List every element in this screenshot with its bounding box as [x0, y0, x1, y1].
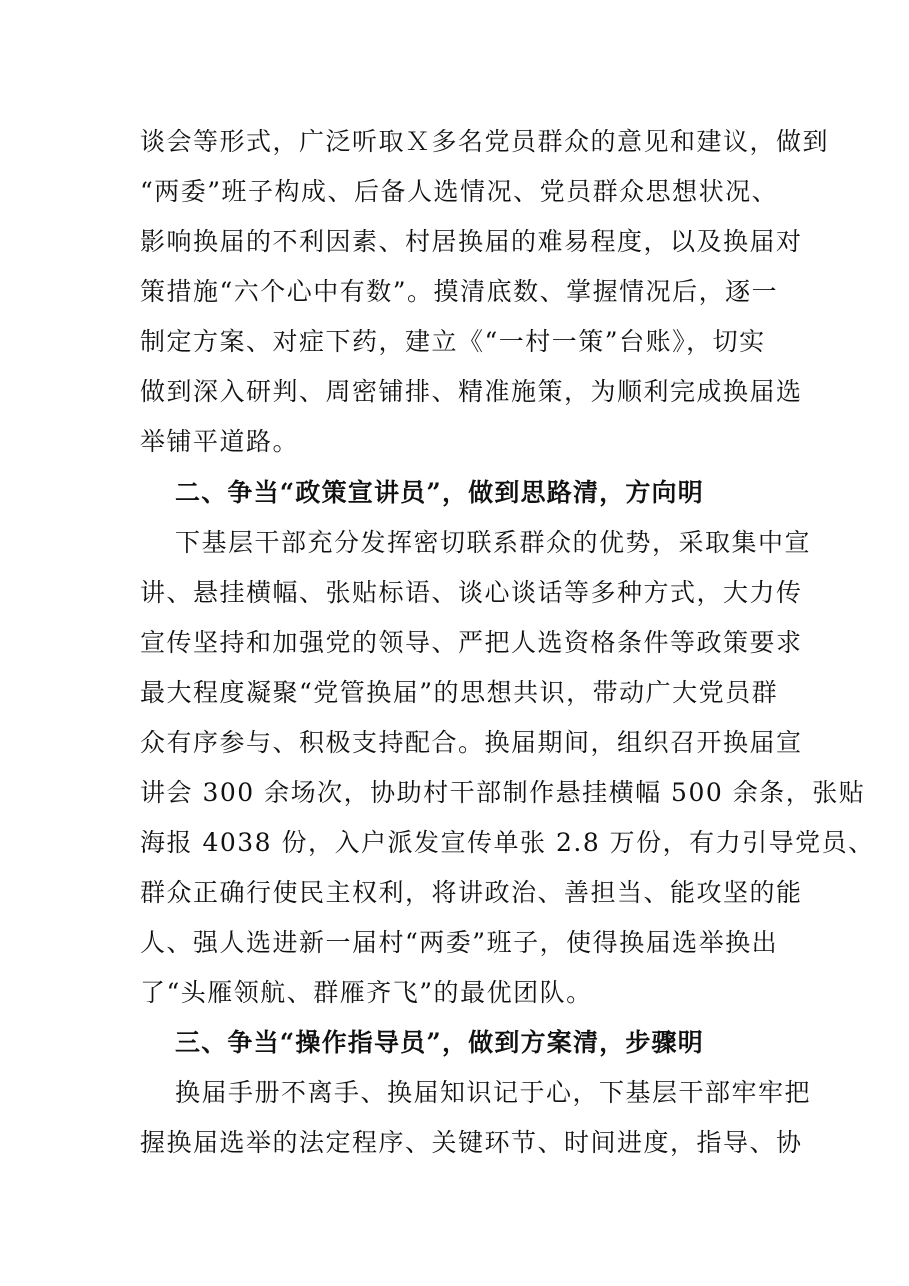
- body-text-line: 举铺平道路。: [140, 427, 300, 456]
- body-text-line: 了“头雁领航、群雁齐飞”的最优团队。: [140, 978, 593, 1007]
- body-text-line: 做到深入研判、周密铺排、精准施策，为顺利完成换届选: [140, 377, 803, 406]
- body-text-line: 策措施“六个心中有数”。摸清底数、掌握情况后，逐一: [140, 277, 779, 306]
- body-text-line: “两委”班子构成、后备人选情况、党员群众思想状况、: [140, 177, 779, 206]
- section-heading: 三、争当“操作指导员”，做到方案清，步骤明: [175, 1028, 704, 1057]
- body-text-line: 谈会等形式，广泛听取Ｘ多名党员群众的意见和建议，做到: [140, 127, 830, 156]
- body-text-line: 宣传坚持和加强党的领导、严把人选资格条件等政策要求: [140, 628, 803, 657]
- body-text-line: 影响换届的不利因素、村居换届的难易程度，以及换届对: [140, 227, 803, 256]
- body-text-line: 下基层干部充分发挥密切联系群众的优势，采取集中宣: [175, 528, 812, 557]
- body-text-line: 换届手册不离手、换届知识记于心，下基层干部牢牢把: [175, 1078, 812, 1107]
- body-text-line: 众有序参与、积极支持配合。换届期间，组织召开换届宣: [140, 728, 803, 757]
- body-text-line: 握换届选举的法定程序、关键环节、时间进度，指导、协: [140, 1128, 803, 1157]
- body-text-line: 人、强人选进新一届村“两委”班子，使得换届选举换出: [140, 928, 779, 957]
- body-text-line: 制定方案、对症下药，建立《“一村一策”台账》，切实: [140, 327, 766, 356]
- body-text-line: 讲会 300 余场次，协助村干部制作悬挂横幅 500 余条，张贴: [140, 778, 866, 807]
- body-text-line: 群众正确行使民主权利，将讲政治、善担当、能攻坚的能: [140, 878, 803, 907]
- body-text-line: 讲、悬挂横幅、张贴标语、谈心谈话等多种方式，大力传: [140, 578, 803, 607]
- section-heading: 二、争当“政策宣讲员”，做到思路清，方向明: [175, 478, 704, 507]
- body-text-line: 最大程度凝聚“党管换届”的思想共识，带动广大党员群: [140, 678, 779, 707]
- body-text-line: 海报 4038 份，入户派发宣传单张 2.8 万份，有力引导党员、: [140, 828, 875, 857]
